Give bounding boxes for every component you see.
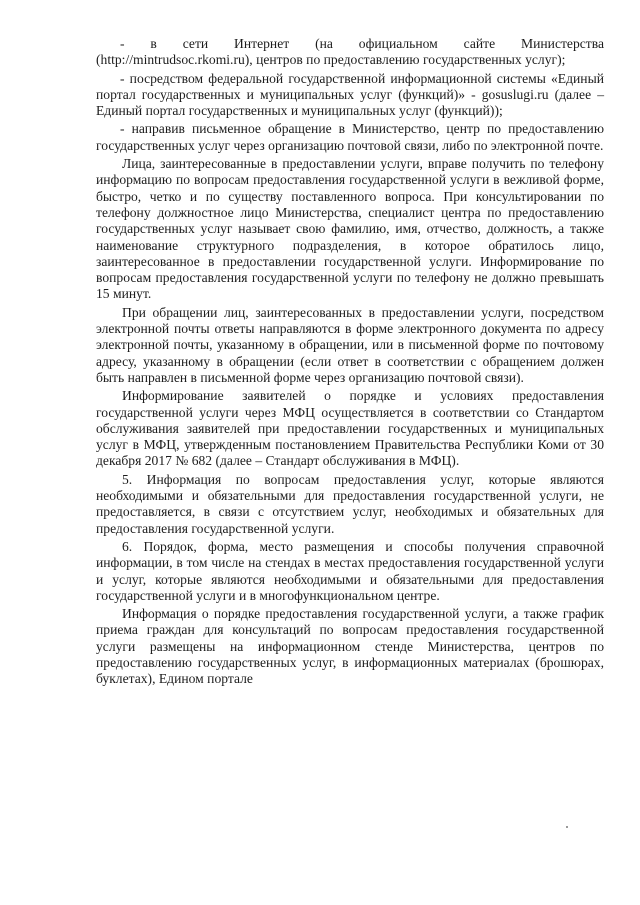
paragraph-portal: - посредством федеральной государственной информационной системы «Единый портал государственных и муниципальных услуг (функций)» - gosuslugi.ru (далее – Единый портал государственных и муниципальных услуг (функций)); [96, 70, 604, 119]
paragraph-written-request: - направив письменное обращение в Министерство, центр по предоставлению государственных услуг через организацию почтовой связи, либо по электронной почте. [96, 121, 604, 153]
document-body [96, 36, 604, 690]
paragraph-mfc-informing: Информирование заявителей о порядке и условиях предоставления государственной услуги через МФЦ осуществляется в соответствии со Стандартом обслуживания заявителей при предоставлении государственных и муниципальных услуг в МФЦ, утвержденным постановлением Правительства Республики Коми от 30 декабря 2017 № 682 (далее – Стандарт обслуживания в МФЦ). [96, 388, 604, 469]
scan-speck [566, 826, 568, 828]
paragraph-schedule-info: Информация о порядке предоставления государственной услуги, а также график приема граждан для консультаций по вопросам предоставления государственной услуги размещены на информационном стенде Министерства, центров по предоставлению государственных услуг, в информационных материалах (брошюрах, буклетах), Едином портале [96, 606, 604, 687]
paragraph-email-replies: При обращении лиц, заинтересованных в предоставлении услуги, посредством электронной почты ответы направляются в форме электронного документа по адресу электронной почты, указанному в обращении, или в письменной форме по почтовому адресу, указанному в обращении (если ответ в соответствии с обращением должен быть направлен в письменной форме через организацию почтовой связи). [96, 304, 604, 385]
paragraph-phone-consulting: Лица, заинтересованные в предоставлении услуги, вправе получить по телефону информацию по вопросам предоставления государственной услуги в вежливой форме, быстро, четко и по существу поставленного вопроса. При консультировании по телефону должностное лицо Министерства, специалист центра по предоставлению государственных услуг называет свою фамилию, имя, отчество, должность, а также наименование структурного подразделения, в которое обратилось лицо, заинтересованное в предоставлении государственной услуги. Информирование по вопросам предоставления государственной услуги по телефону не должно превышать 15 минут. [96, 156, 604, 302]
paragraph-item-5: 5. Информация по вопросам предоставления услуг, которые являются необходимыми и обязательными для предоставления государственной услуги, не предоставляется, в связи с отсутствием услуг, необходимых и обязательных для предоставления государственной услуги. [96, 471, 604, 536]
paragraph-item-6: 6. Порядок, форма, место размещения и способы получения справочной информации, в том числе на стендах в местах предоставления государственной услуги и услуг, которые являются необходимыми и обязательными для предоставления государственной услуги и в многофункциональном центре. [96, 538, 604, 603]
paragraph-internet: - в сети Интернет (на официальном сайте Министерства (http://mintrudsoc.rkomi.ru), центров по предоставлению государственных услуг); [96, 36, 604, 68]
